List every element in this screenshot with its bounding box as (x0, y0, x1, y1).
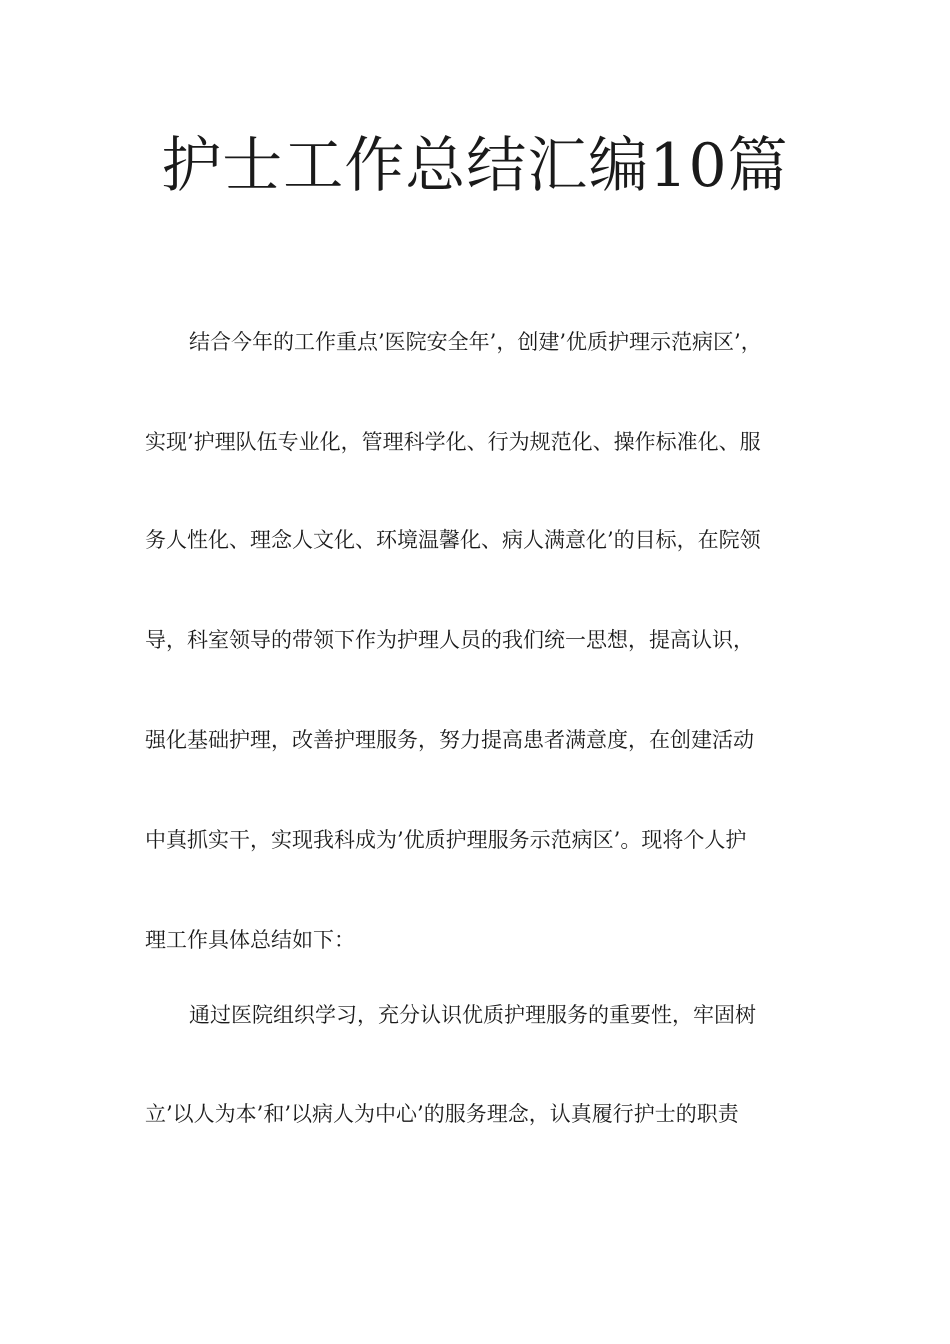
paragraph-line: 通过医院组织学习，充分认识优质护理服务的重要性，牢固树 (189, 1003, 756, 1027)
paragraph-line: 强化基础护理，改善护理服务，努力提高患者满意度，在创建活动 (145, 728, 754, 752)
paragraph-line: 立’以人为本’和’以病人为中心’的服务理念，认真履行护士的职责 (145, 1102, 739, 1126)
paragraph-line: 结合今年的工作重点’医院安全年’，创建’优质护理示范病区’， (189, 330, 762, 354)
paragraph-line: 实现’护理队伍专业化，管理科学化、行为规范化、操作标准化、服 (145, 430, 761, 454)
paragraph-line: 导，科室领导的带领下作为护理人员的我们统一思想，提高认识， (145, 628, 754, 652)
paragraph-line: 中真抓实干，实现我科成为’优质护理服务示范病区’。现将个人护 (145, 828, 747, 852)
paragraph-line: 理工作具体总结如下： (145, 928, 355, 952)
document-title: 护士工作总结汇编10篇 (161, 131, 789, 201)
paragraph-line: 务人性化、理念人文化、环境温馨化、病人满意化’的目标，在院领 (145, 528, 761, 552)
